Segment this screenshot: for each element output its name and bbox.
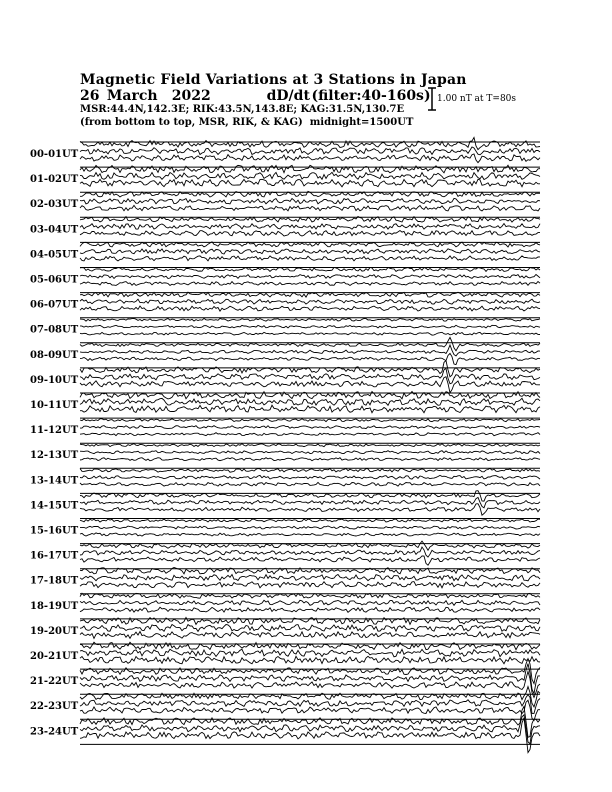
trace-rik	[80, 147, 540, 155]
row-label: 16-17UT	[30, 550, 79, 562]
trace-rik	[80, 299, 540, 304]
trace-rik	[80, 547, 540, 557]
row-label: 05-06UT	[30, 274, 79, 286]
trace-kag	[80, 444, 540, 447]
trace-msr	[80, 205, 540, 211]
trace-msr	[80, 607, 540, 612]
trace-msr	[80, 656, 540, 664]
row-label: 03-04UT	[30, 224, 79, 236]
trace-rik	[80, 625, 540, 632]
trace-rik	[80, 600, 540, 605]
trace-kag	[80, 419, 540, 422]
trace-msr	[80, 433, 540, 436]
trace-rik	[80, 664, 540, 694]
chart-title: Magnetic Field Variations at 3 Stations in Japan	[80, 72, 467, 88]
trace-rik	[80, 275, 540, 279]
trace-rik	[80, 475, 540, 479]
row-label: 01-02UT	[30, 174, 79, 186]
scale-label: 1.00 nT at T=80s	[437, 94, 517, 104]
trace-rik	[80, 224, 540, 230]
row-label: 00-01UT	[30, 149, 79, 160]
trace-msr	[80, 482, 540, 486]
trace-rik	[80, 526, 540, 529]
trace-msr	[80, 353, 540, 364]
trace-msr	[80, 231, 540, 237]
row-label: 14-15UT	[30, 500, 79, 512]
trace-msr	[80, 533, 540, 536]
row-label: 07-08UT	[30, 324, 79, 336]
trace-rik	[80, 426, 540, 429]
trace-kag	[80, 706, 540, 737]
trace-rik	[80, 172, 540, 179]
row-label: 02-03UT	[30, 199, 79, 211]
row-label: 12-13UT	[30, 450, 79, 462]
trace-msr	[80, 282, 540, 286]
trace-rik	[80, 198, 540, 204]
row-label: 06-07UT	[30, 299, 79, 311]
trace-kag	[80, 165, 540, 173]
trace-msr	[80, 377, 540, 393]
midnight-note: midnight=1500UT	[309, 117, 414, 128]
row-label: 18-19UT	[30, 600, 79, 612]
row-label: 22-23UT	[30, 701, 79, 713]
trace-kag	[80, 318, 540, 321]
row-label: 20-21UT	[30, 651, 79, 662]
row-label: 17-18UT	[30, 575, 79, 587]
trace-rik	[80, 325, 540, 328]
trace-rik	[80, 249, 540, 254]
row-label: 19-20UT	[30, 625, 79, 637]
trace-msr	[80, 504, 540, 516]
trace-rik	[80, 575, 540, 581]
trace-msr	[80, 332, 540, 335]
trace-msr	[80, 582, 540, 588]
trace-kag	[80, 519, 540, 522]
date-year: 2022	[171, 88, 211, 104]
date-day: 26	[80, 88, 100, 104]
trace-rik	[80, 649, 540, 657]
trace-msr	[80, 256, 540, 261]
trace-msr	[80, 458, 540, 461]
station-coordinates: MSR:44.4N,142.3E; RIK:43.5N,143.8E; KAG:31.5N,130.7E	[80, 104, 405, 115]
quantity-label: dD/dt	[266, 88, 310, 104]
trace-kag	[80, 659, 540, 684]
row-label: 21-22UT	[30, 676, 79, 688]
trace-rows	[30, 138, 540, 753]
trace-msr	[80, 154, 540, 163]
trace-msr	[80, 306, 540, 311]
row-label: 11-12UT	[30, 425, 79, 437]
trace-msr	[80, 671, 540, 697]
row-label: 08-09UT	[30, 349, 79, 361]
trace-kag	[80, 268, 540, 272]
row-label: 09-10UT	[30, 374, 79, 386]
date-month: March	[106, 88, 158, 104]
row-label: 10-11UT	[30, 400, 79, 411]
trace-msr	[80, 405, 540, 413]
trace-rik	[80, 398, 540, 405]
trace-msr	[80, 179, 540, 187]
trace-msr	[80, 632, 540, 639]
row-label: 23-24UT	[30, 726, 79, 738]
trace-msr	[80, 556, 540, 565]
trace-kag	[80, 468, 540, 472]
scale-bar	[428, 88, 436, 110]
row-label: 04-05UT	[30, 249, 79, 261]
trace-rik	[80, 345, 540, 356]
trace-kag	[80, 337, 540, 350]
trace-kag	[80, 491, 540, 501]
trace-kag	[80, 541, 540, 550]
trace-kag	[80, 642, 540, 650]
row-label: 13-14UT	[30, 475, 79, 487]
filter-label: (filter:40-160s)	[311, 88, 431, 104]
station-order: (from bottom to top, MSR, RIK, & KAG)	[80, 117, 303, 128]
trace-rik	[80, 497, 540, 507]
trace-rik	[80, 451, 540, 454]
row-label: 15-16UT	[30, 525, 79, 537]
